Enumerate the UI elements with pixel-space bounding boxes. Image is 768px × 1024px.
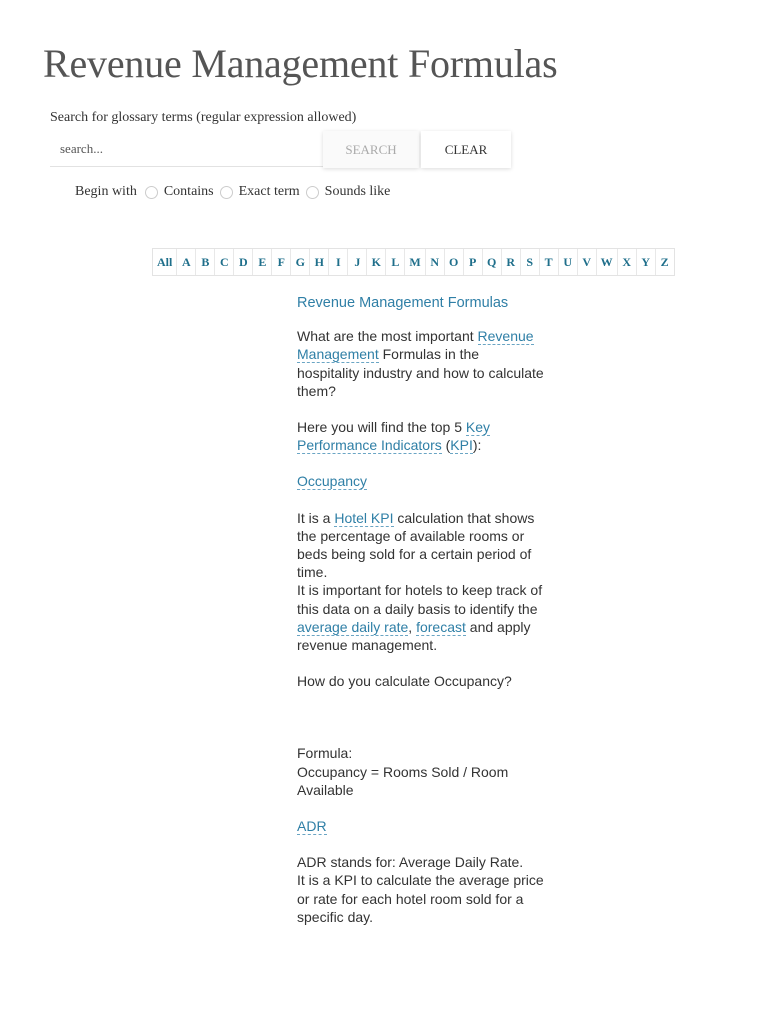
clear-button[interactable]: CLEAR <box>421 131 511 168</box>
occupancy-heading <box>297 472 545 490</box>
alphabet-letter-e[interactable]: E <box>253 249 272 275</box>
alphabet-letter-y[interactable]: Y <box>637 249 656 275</box>
alphabet-letter-s[interactable]: S <box>521 249 540 275</box>
glossary-article <box>297 294 545 944</box>
alphabet-letter-t[interactable]: T <box>540 249 559 275</box>
text: ADR stands for: Average Daily Rate. <box>297 854 524 871</box>
hotel-kpi-link[interactable]: Hotel KPI <box>334 509 394 526</box>
alphabet-letter-a[interactable]: A <box>177 249 196 275</box>
alphabet-letter-o[interactable]: O <box>445 249 464 275</box>
text: and apply revenue management. <box>297 618 531 654</box>
formula-text: Occupancy = Rooms Sold / Room Available <box>297 763 509 798</box>
alphabet-letter-d[interactable]: D <box>234 249 253 275</box>
formula-label: Formula: <box>297 745 353 762</box>
occupancy-question: How do you calculate Occupancy? <box>297 673 512 690</box>
radio-exact-term[interactable] <box>220 186 233 199</box>
alphabet-letter-w[interactable]: W <box>597 249 618 275</box>
kpi-link[interactable]: KPI <box>450 437 473 454</box>
search-input[interactable] <box>50 132 334 167</box>
option-contains[interactable] <box>145 184 214 200</box>
option-label: Sounds like <box>324 184 391 199</box>
text: It is a KPI to calculate the average price or rate for each hotel room sold for a specific day. <box>297 872 544 925</box>
alphabet-letter-b[interactable]: B <box>196 249 215 275</box>
alphabet-letter-f[interactable]: F <box>272 249 291 275</box>
occupancy-link[interactable]: Occupancy <box>297 473 368 490</box>
search-label: Search for glossary terms (regular expression allowed) <box>50 110 357 125</box>
alphabet-filter <box>152 248 675 276</box>
formula-block <box>297 744 545 799</box>
adr-description <box>297 853 545 926</box>
search-button[interactable]: SEARCH <box>323 131 419 168</box>
alphabet-letter-x[interactable]: X <box>618 249 637 275</box>
occupancy-description <box>297 509 545 655</box>
revenue-management-link[interactable]: Revenue Management <box>297 328 534 363</box>
alphabet-letter-n[interactable]: N <box>426 249 445 275</box>
text: Formulas in the hospitality industry and how to calculate them? <box>297 346 544 399</box>
text: It is a <box>297 509 335 526</box>
top5-paragraph <box>297 418 545 454</box>
option-label: Contains <box>163 184 214 199</box>
article-heading[interactable]: Revenue Management Formulas <box>297 295 509 311</box>
alphabet-letter-k[interactable]: K <box>367 249 386 275</box>
text: It is important for hotels to keep track of this data on a daily basis to identify the <box>297 582 543 617</box>
kpi-full-link[interactable]: Key Performance Indicators <box>297 419 490 454</box>
radio-sounds-like[interactable] <box>306 186 319 199</box>
text: What are the most important <box>297 328 478 345</box>
option-sounds-like[interactable] <box>306 184 391 200</box>
page-title: Revenue Management Formulas <box>43 41 558 86</box>
begin-with-label: Begin with <box>75 184 137 199</box>
alphabet-letter-r[interactable]: R <box>502 249 521 275</box>
text: ( <box>441 437 451 454</box>
adr-link[interactable]: ADR <box>297 818 327 835</box>
option-exact-term[interactable] <box>220 184 300 200</box>
alphabet-letter-u[interactable]: U <box>559 249 578 275</box>
match-options <box>75 184 396 200</box>
alphabet-letter-g[interactable]: G <box>291 249 310 275</box>
text: ): <box>472 437 482 454</box>
alphabet-letter-c[interactable]: C <box>215 249 234 275</box>
text: , <box>408 618 417 635</box>
alphabet-letter-v[interactable]: V <box>578 249 597 275</box>
adr-heading <box>297 817 545 835</box>
text: Here you will find the top 5 <box>297 419 466 436</box>
intro-paragraph <box>297 327 545 400</box>
average-daily-rate-link[interactable]: average daily rate <box>297 618 409 635</box>
text: calculation that shows the percentage of available rooms or beds being sold for a certain period of time. <box>297 509 535 581</box>
forecast-link[interactable]: forecast <box>416 618 466 635</box>
radio-contains[interactable] <box>145 186 158 199</box>
alphabet-letter-m[interactable]: M <box>405 249 425 275</box>
option-label: Exact term <box>238 184 300 199</box>
alphabet-letter-all[interactable]: All <box>153 249 177 275</box>
alphabet-letter-p[interactable]: P <box>464 249 483 275</box>
alphabet-letter-j[interactable]: J <box>348 249 367 275</box>
alphabet-letter-l[interactable]: L <box>386 249 405 275</box>
alphabet-letter-q[interactable]: Q <box>483 249 502 275</box>
alphabet-letter-i[interactable]: I <box>329 249 348 275</box>
alphabet-letter-z[interactable]: Z <box>660 254 669 269</box>
alphabet-letter-h[interactable]: H <box>310 249 329 275</box>
